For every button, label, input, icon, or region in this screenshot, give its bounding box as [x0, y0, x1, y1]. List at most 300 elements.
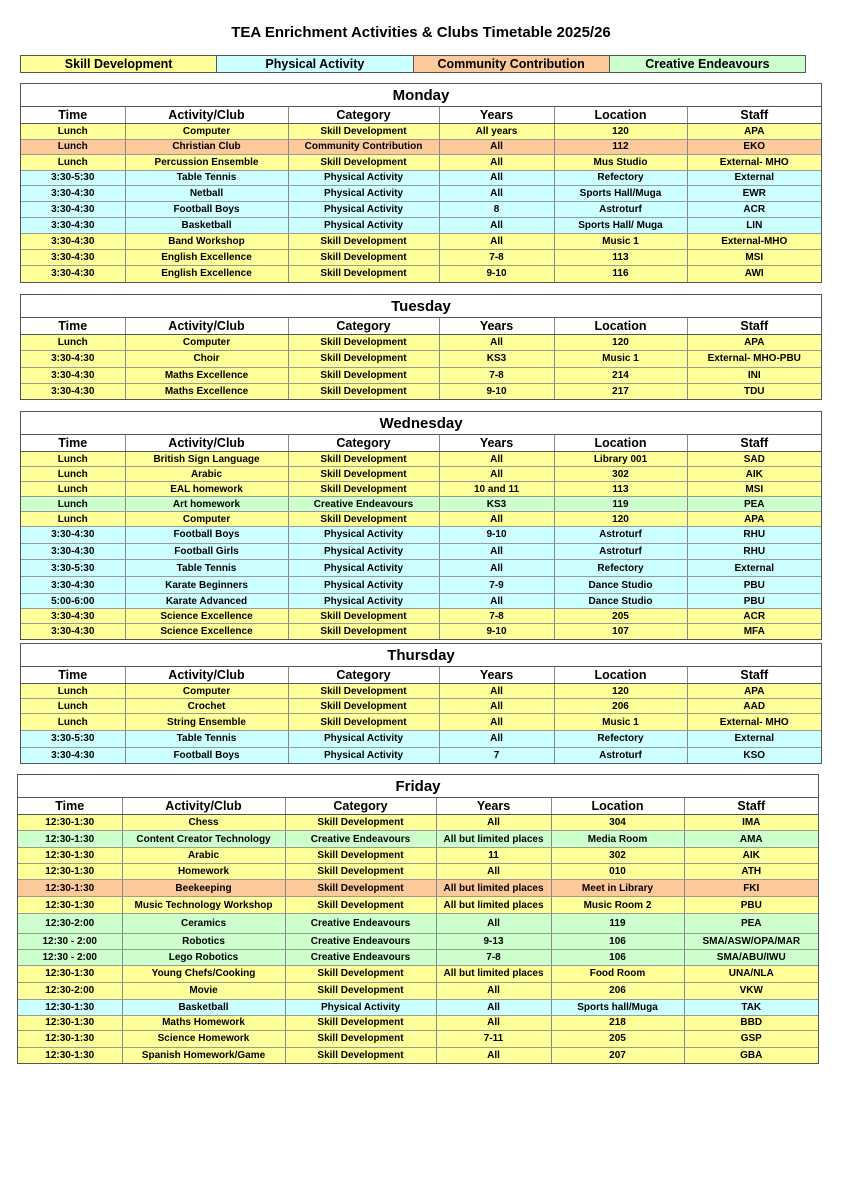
cell-time: 3:30-5:30: [21, 170, 125, 186]
cell-category: Skill Development: [285, 1031, 436, 1048]
cell-category: Skill Development: [288, 684, 439, 699]
cell-staff: AIK: [687, 467, 821, 482]
cell-time: Lunch: [21, 467, 125, 482]
column-header-row: [18, 798, 818, 815]
cell-category: Skill Development: [285, 864, 436, 880]
cell-location: Refectory: [554, 170, 687, 186]
cell-years: All: [439, 594, 554, 609]
cell-time: 12:30-1:30: [18, 897, 122, 914]
activity-row: [21, 186, 821, 202]
cell-years: All: [439, 543, 554, 560]
column-header-staff: Staff: [687, 667, 821, 684]
activity-row: [21, 731, 821, 748]
activity-row: [21, 467, 821, 482]
column-header-staff: Staff: [687, 318, 821, 335]
activity-row: [21, 747, 821, 763]
cell-time: 3:30-4:30: [21, 624, 125, 639]
cell-activity: Maths Excellence: [125, 367, 288, 383]
cell-location: 106: [551, 934, 684, 950]
cell-location: Sports Hall/ Muga: [554, 218, 687, 234]
cell-activity: Movie: [122, 982, 285, 999]
cell-time: 3:30-4:30: [21, 747, 125, 763]
column-header-activity: Activity/Club: [122, 798, 285, 815]
cell-time: 3:30-4:30: [21, 577, 125, 594]
cell-time: 12:30-1:30: [18, 1015, 122, 1031]
cell-activity: Computer: [125, 512, 288, 527]
cell-years: KS3: [439, 497, 554, 512]
activity-row: [18, 950, 818, 966]
cell-activity: Football Girls: [125, 543, 288, 560]
cell-staff: PEA: [687, 497, 821, 512]
cell-activity: Table Tennis: [125, 560, 288, 577]
cell-time: 3:30-4:30: [21, 201, 125, 218]
cell-category: Skill Development: [285, 965, 436, 982]
cell-activity: Beekeeping: [122, 880, 285, 897]
cell-years: All: [436, 982, 551, 999]
cell-location: Astroturf: [554, 747, 687, 763]
cell-activity: Science Homework: [122, 1031, 285, 1048]
cell-category: Skill Development: [285, 897, 436, 914]
cell-staff: AWI: [744, 268, 764, 280]
cell-location: 010: [551, 864, 684, 880]
cell-staff: TDU: [743, 385, 765, 397]
cell-years: All: [439, 731, 554, 748]
cell-location: 207: [551, 1047, 684, 1063]
cell-activity: Table Tennis: [125, 170, 288, 186]
cell-category: Physical Activity: [288, 594, 439, 609]
cell-years: All: [436, 999, 551, 1015]
cell-category: Skill Development: [288, 367, 439, 383]
cell-category: Skill Development: [288, 233, 439, 249]
activity-row: [21, 497, 821, 512]
column-header-row: [21, 667, 821, 684]
activity-row: [18, 999, 818, 1015]
cell-activity: Maths Excellence: [125, 383, 288, 399]
column-header-activity: Activity/Club: [125, 318, 288, 335]
cell-activity: Arabic: [125, 467, 288, 482]
cell-years: All: [439, 170, 554, 186]
cell-location: Astroturf: [554, 527, 687, 544]
cell-location: Music 1: [554, 714, 687, 731]
cell-years: 9-10: [439, 624, 554, 639]
cell-category: Physical Activity: [288, 577, 439, 594]
cell-location: Mus Studio: [554, 155, 687, 171]
activity-row: [21, 139, 821, 155]
cell-staff: APA: [687, 335, 821, 351]
cell-location: Dance Studio: [554, 594, 687, 609]
day-heading: Monday: [21, 84, 821, 107]
cell-category: Skill Development: [288, 249, 439, 266]
activity-row: [21, 609, 821, 624]
cell-time: Lunch: [21, 512, 125, 527]
cell-activity: British Sign Language: [125, 452, 288, 467]
cell-staff: RHU: [687, 543, 821, 560]
cell-location: 120: [554, 124, 687, 140]
cell-time: Lunch: [21, 452, 125, 467]
cell-time: 12:30-1:30: [18, 848, 122, 864]
cell-years: 8: [439, 201, 554, 218]
cell-activity: Young Chefs/Cooking: [122, 965, 285, 982]
cell-location: 120: [554, 335, 687, 351]
cell-staff: LIN: [687, 218, 821, 234]
activity-row: [18, 914, 818, 934]
cell-category: Creative Endeavours: [285, 950, 436, 966]
column-header-row: [21, 318, 821, 335]
cell-years: 10 and 11: [439, 482, 554, 497]
activity-row: [21, 155, 821, 171]
cell-activity: Chess: [122, 815, 285, 831]
page-title: TEA Enrichment Activities & Clubs Timetable 2025/26: [231, 24, 611, 41]
activity-row: [18, 831, 818, 848]
cell-location: Media Room: [551, 831, 684, 848]
cell-staff: EKO: [687, 139, 821, 155]
activity-row: [21, 684, 821, 699]
cell-activity: Computer: [125, 124, 288, 140]
cell-category: Creative Endeavours: [285, 934, 436, 950]
cell-years: All years: [439, 124, 554, 140]
cell-time: Lunch: [21, 497, 125, 512]
column-header-activity: Activity/Club: [125, 107, 288, 124]
cell-activity: Football Boys: [125, 201, 288, 218]
cell-location: 214: [554, 367, 687, 383]
activity-row: [21, 714, 821, 731]
cell-activity: Football Boys: [125, 747, 288, 763]
cell-years: 7-8: [436, 950, 551, 966]
cell-time: 12:30-2:00: [18, 914, 122, 934]
cell-years: All: [439, 335, 554, 351]
cell-years: All: [439, 684, 554, 699]
day-table-wednesday: [20, 411, 822, 640]
activity-row: [18, 848, 818, 864]
cell-activity: Content Creator Technology: [122, 831, 285, 848]
cell-time: 3:30-5:30: [21, 731, 125, 748]
cell-years: 7-8: [439, 367, 554, 383]
cell-category: Skill Development: [288, 609, 439, 624]
legend-physical-activity: Physical Activity: [217, 56, 413, 72]
activity-row: [21, 367, 821, 383]
cell-staff: AIK: [684, 848, 818, 864]
cell-years: All: [436, 815, 551, 831]
cell-years: All: [436, 864, 551, 880]
cell-activity: Computer: [125, 684, 288, 699]
column-header-activity: Activity/Club: [125, 667, 288, 684]
cell-years: All: [439, 155, 554, 171]
cell-category: Skill Development: [288, 714, 439, 731]
column-header-category: Category: [288, 667, 439, 684]
cell-category: Skill Development: [288, 335, 439, 351]
cell-time: Lunch: [21, 482, 125, 497]
cell-category: Skill Development: [285, 880, 436, 897]
cell-category: Physical Activity: [288, 747, 439, 763]
cell-time: Lunch: [21, 155, 125, 171]
day-table-thursday: [20, 643, 822, 764]
cell-staff: TAK: [684, 999, 818, 1015]
column-header-years: Years: [439, 667, 554, 684]
cell-category: Skill Development: [285, 848, 436, 864]
cell-category: Physical Activity: [285, 999, 436, 1015]
cell-activity: Computer: [125, 335, 288, 351]
cell-staff: EWR: [687, 186, 821, 202]
cell-staff: MFA: [743, 625, 765, 637]
cell-location: 206: [554, 699, 687, 714]
cell-activity: Choir: [125, 351, 288, 368]
cell-staff: ACR: [687, 201, 821, 218]
cell-location: Dance Studio: [554, 577, 687, 594]
column-header-staff: Staff: [687, 107, 821, 124]
activity-row: [18, 1047, 818, 1063]
cell-staff: PBU: [687, 594, 821, 609]
activity-row: [21, 351, 821, 368]
cell-activity: Music Technology Workshop: [122, 897, 285, 914]
cell-years: 9-10: [439, 527, 554, 544]
cell-time: Lunch: [21, 714, 125, 731]
cell-activity: Arabic: [122, 848, 285, 864]
cell-years: All: [439, 218, 554, 234]
cell-staff: APA: [687, 512, 821, 527]
cell-location: 113: [554, 249, 687, 266]
cell-years: All but limited places: [436, 897, 551, 914]
column-header-time: Time: [21, 318, 125, 335]
cell-staff: ACR: [687, 609, 821, 624]
cell-years: All: [439, 699, 554, 714]
cell-location: Sports Hall/Muga: [554, 186, 687, 202]
column-header-category: Category: [288, 435, 439, 452]
cell-activity: Spanish Homework/Game: [122, 1047, 285, 1063]
cell-category: Physical Activity: [288, 218, 439, 234]
column-header-years: Years: [439, 435, 554, 452]
cell-years: All: [439, 452, 554, 467]
cell-location: 217: [554, 383, 687, 399]
day-heading: Wednesday: [21, 412, 821, 435]
cell-time: 3:30-4:30: [21, 266, 125, 282]
cell-time: 3:30-4:30: [21, 249, 125, 266]
cell-location: 107: [554, 624, 687, 639]
cell-category: Skill Development: [285, 982, 436, 999]
cell-location: 119: [551, 914, 684, 934]
cell-activity: Art homework: [125, 497, 288, 512]
cell-years: 7-11: [436, 1031, 551, 1048]
cell-location: 302: [554, 467, 687, 482]
day-heading: Friday: [18, 775, 818, 798]
column-header-row: [21, 107, 821, 124]
activity-row: [18, 982, 818, 999]
cell-location: 206: [551, 982, 684, 999]
column-header-location: Location: [554, 318, 687, 335]
cell-time: 3:30-4:30: [21, 609, 125, 624]
cell-staff: SAD: [687, 452, 821, 467]
activity-row: [21, 594, 821, 609]
cell-staff: KSO: [743, 749, 766, 761]
cell-location: Meet in Library: [551, 880, 684, 897]
legend-community-contribution: Community Contribution: [414, 56, 610, 72]
cell-activity: Science Excellence: [125, 609, 288, 624]
category-legend: [20, 55, 806, 73]
cell-time: 12:30 - 2:00: [18, 950, 122, 966]
column-header-time: Time: [21, 107, 125, 124]
cell-location: 119: [554, 497, 687, 512]
cell-activity: Maths Homework: [122, 1015, 285, 1031]
activity-row: [18, 965, 818, 982]
column-header-years: Years: [439, 107, 554, 124]
cell-years: All: [439, 512, 554, 527]
cell-years: All: [439, 233, 554, 249]
cell-years: All but limited places: [436, 880, 551, 897]
activity-row: [21, 699, 821, 714]
cell-activity: Basketball: [122, 999, 285, 1015]
activity-row: [21, 170, 821, 186]
day-table-friday: [17, 774, 819, 1064]
cell-staff: GBA: [740, 1049, 763, 1061]
activity-row: [21, 383, 821, 399]
cell-location: 106: [551, 950, 684, 966]
cell-time: 12:30-1:30: [18, 831, 122, 848]
cell-category: Skill Development: [285, 1015, 436, 1031]
cell-staff: GSP: [684, 1031, 818, 1048]
day-table-tuesday: [20, 294, 822, 400]
cell-activity: Basketball: [125, 218, 288, 234]
activity-row: [21, 560, 821, 577]
cell-category: Creative Endeavours: [285, 831, 436, 848]
column-header-row: [21, 435, 821, 452]
cell-years: All but limited places: [436, 965, 551, 982]
cell-staff: ATH: [684, 864, 818, 880]
cell-years: All but limited places: [436, 831, 551, 848]
column-header-category: Category: [285, 798, 436, 815]
cell-location: Library 001: [554, 452, 687, 467]
cell-activity: Percussion Ensemble: [125, 155, 288, 171]
column-header-time: Time: [21, 667, 125, 684]
cell-category: Skill Development: [288, 266, 439, 282]
legend-skill-development: Skill Development: [21, 56, 217, 72]
cell-location: 205: [554, 609, 687, 624]
cell-staff: External: [687, 170, 821, 186]
activity-row: [21, 233, 821, 249]
activity-row: [18, 880, 818, 897]
cell-time: 5:00-6:00: [21, 594, 125, 609]
activity-row: [18, 1015, 818, 1031]
cell-activity: Karate Advanced: [125, 594, 288, 609]
cell-staff: PBU: [687, 577, 821, 594]
cell-time: Lunch: [21, 139, 125, 155]
cell-staff: APA: [687, 124, 821, 140]
cell-time: 3:30-4:30: [21, 367, 125, 383]
activity-row: [18, 1031, 818, 1048]
cell-category: Physical Activity: [288, 201, 439, 218]
column-header-staff: Staff: [684, 798, 818, 815]
cell-staff: External: [687, 731, 821, 748]
column-header-category: Category: [288, 107, 439, 124]
activity-row: [21, 218, 821, 234]
cell-staff: MSI: [687, 482, 821, 497]
activity-row: [21, 201, 821, 218]
cell-staff: APA: [687, 684, 821, 699]
cell-time: 3:30-4:30: [21, 527, 125, 544]
cell-time: 3:30-4:30: [21, 543, 125, 560]
cell-location: Sports hall/Muga: [551, 999, 684, 1015]
cell-location: Music Room 2: [551, 897, 684, 914]
cell-location: 304: [551, 815, 684, 831]
cell-time: 12:30-1:30: [18, 965, 122, 982]
cell-category: Physical Activity: [288, 731, 439, 748]
column-header-activity: Activity/Club: [125, 435, 288, 452]
column-header-years: Years: [436, 798, 551, 815]
cell-category: Creative Endeavours: [285, 914, 436, 934]
cell-time: 3:30-4:30: [21, 351, 125, 368]
cell-time: 3:30-5:30: [21, 560, 125, 577]
cell-activity: Christian Club: [125, 139, 288, 155]
cell-staff: External: [687, 560, 821, 577]
column-header-location: Location: [554, 667, 687, 684]
cell-category: Physical Activity: [288, 170, 439, 186]
activity-row: [18, 815, 818, 831]
day-table-monday: [20, 83, 822, 283]
column-header-years: Years: [439, 318, 554, 335]
cell-category: Skill Development: [288, 383, 439, 399]
cell-activity: Band Workshop: [125, 233, 288, 249]
activity-row: [18, 897, 818, 914]
cell-staff: VKW: [684, 982, 818, 999]
cell-category: Physical Activity: [288, 186, 439, 202]
cell-staff: PBU: [684, 897, 818, 914]
cell-time: Lunch: [21, 699, 125, 714]
cell-time: 3:30-4:30: [21, 233, 125, 249]
cell-location: 218: [551, 1015, 684, 1031]
cell-category: Skill Development: [288, 482, 439, 497]
column-header-location: Location: [554, 435, 687, 452]
cell-years: All: [436, 1015, 551, 1031]
cell-category: Skill Development: [288, 452, 439, 467]
day-heading: Tuesday: [21, 295, 821, 318]
cell-location: 302: [551, 848, 684, 864]
cell-staff: External- MHO-PBU: [687, 351, 821, 368]
cell-time: 12:30-2:00: [18, 982, 122, 999]
cell-category: Creative Endeavours: [288, 497, 439, 512]
cell-years: 7-8: [439, 609, 554, 624]
cell-location: Food Room: [551, 965, 684, 982]
cell-location: 120: [554, 512, 687, 527]
activity-row: [21, 335, 821, 351]
cell-activity: English Excellence: [125, 266, 288, 282]
activity-row: [21, 482, 821, 497]
activity-row: [21, 624, 821, 639]
cell-category: Community Contribution: [288, 139, 439, 155]
column-header-location: Location: [551, 798, 684, 815]
cell-time: Lunch: [21, 124, 125, 140]
cell-location: Refectory: [554, 731, 687, 748]
cell-activity: English Excellence: [125, 249, 288, 266]
activity-row: [21, 527, 821, 544]
cell-category: Skill Development: [288, 155, 439, 171]
cell-location: Music 1: [554, 351, 687, 368]
cell-location: Astroturf: [554, 543, 687, 560]
cell-staff: AAD: [687, 699, 821, 714]
cell-staff: PEA: [684, 914, 818, 934]
cell-years: All: [439, 714, 554, 731]
cell-years: All: [439, 186, 554, 202]
cell-category: Physical Activity: [288, 543, 439, 560]
cell-category: Physical Activity: [288, 560, 439, 577]
cell-category: Skill Development: [285, 815, 436, 831]
day-heading: Thursday: [21, 644, 821, 667]
cell-staff: BBD: [684, 1015, 818, 1031]
cell-activity: Homework: [122, 864, 285, 880]
cell-time: 12:30-1:30: [18, 1047, 122, 1063]
activity-row: [21, 577, 821, 594]
activity-row: [21, 543, 821, 560]
activity-row: [21, 452, 821, 467]
cell-activity: Science Excellence: [125, 624, 288, 639]
cell-activity: Netball: [125, 186, 288, 202]
